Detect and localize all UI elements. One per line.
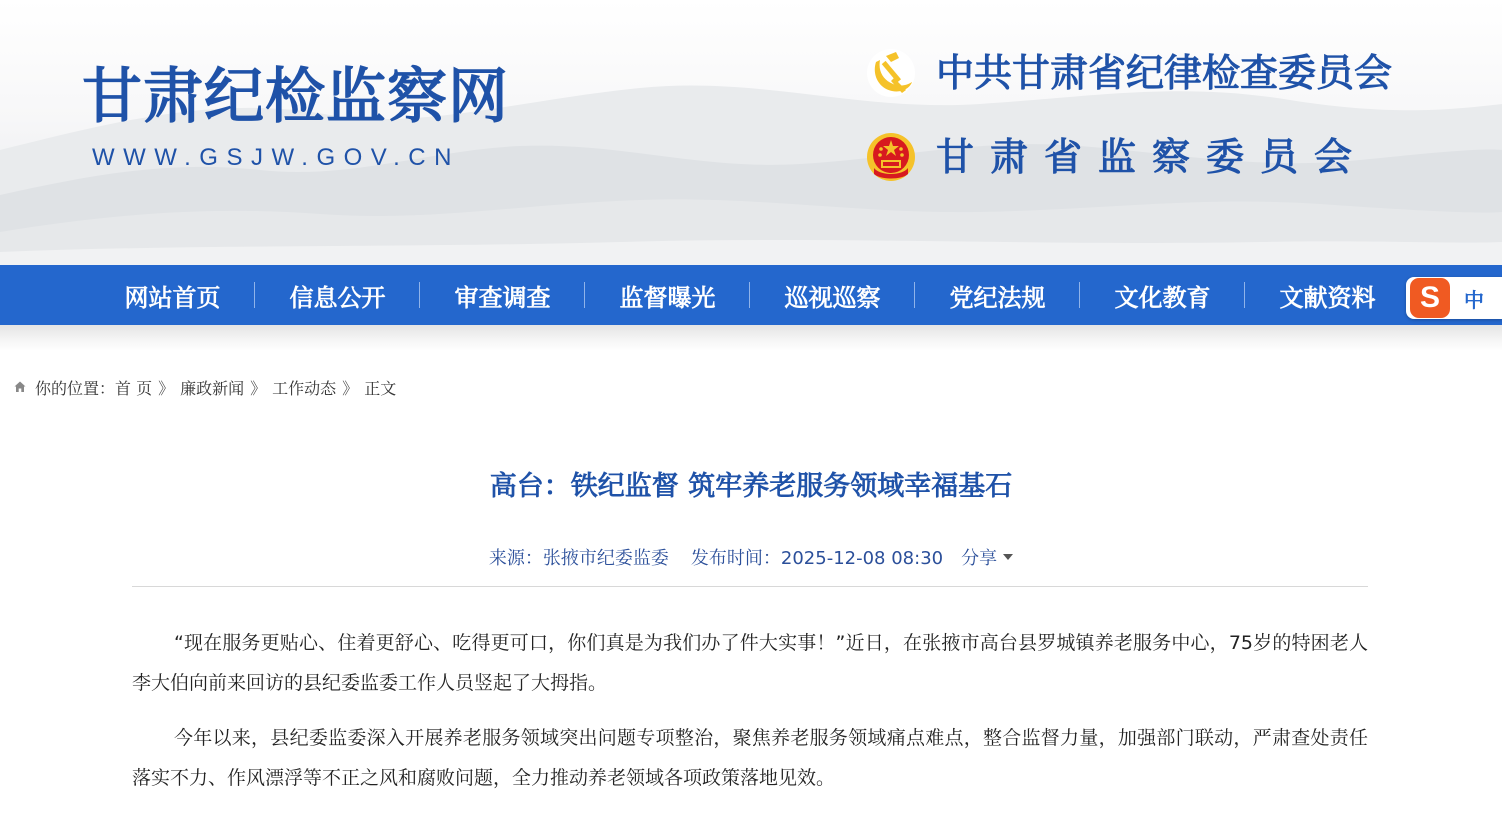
- breadcrumb: [14, 375, 396, 399]
- meta-divider: [132, 586, 1368, 587]
- article-source: 来源：张掖市纪委监委: [488, 548, 669, 569]
- site-url: WWW.GSJW.GOV.CN: [92, 144, 460, 171]
- breadcrumb-separator: 》: [342, 378, 359, 398]
- party-emblem-icon: [866, 48, 916, 98]
- nav-item-party-regulations[interactable]: 党纪法规: [915, 265, 1080, 325]
- caret-down-icon: [1003, 554, 1013, 560]
- ime-chinese-mode-indicator[interactable]: 中: [1464, 287, 1484, 312]
- nav-item-investigation[interactable]: 审查调查: [420, 265, 585, 325]
- input-method-toolbar[interactable]: [1406, 277, 1502, 319]
- sogou-ime-logo-icon[interactable]: S: [1410, 278, 1450, 318]
- org-name-supervision-commission: 甘肃省监察委员会: [936, 135, 1369, 179]
- breadcrumb-current: 正文: [364, 378, 397, 398]
- site-header-banner: [0, 0, 1502, 265]
- breadcrumb-home-link[interactable]: 首 页: [115, 378, 153, 398]
- nav-item-supervision-exposure[interactable]: 监督曝光: [585, 265, 750, 325]
- article-publish-time: 发布时间：2025-12-08 08:30: [690, 548, 944, 569]
- org-name-party-commission: 中共甘肃省纪律检查委员会: [936, 51, 1393, 95]
- nav-shadow-strip: [0, 325, 1502, 351]
- national-emblem-icon: [866, 132, 916, 182]
- breadcrumb-separator: 》: [158, 378, 175, 398]
- article-paragraph: “现在服务更贴心、住着更舒心、吃得更可口，你们真是为我们办了件大实事！”近日，在张掖市高台县罗城镇养老服务中心，75岁的特困老人李大伯向前来回访的县纪委监委工作人员竖起了大拇指。: [132, 632, 1368, 694]
- article-body: [132, 623, 1368, 813]
- article-title: 高台：铁纪监督 筑牢养老服务领域幸福基石: [489, 471, 1013, 502]
- breadcrumb-news-link[interactable]: 廉政新闻: [180, 378, 245, 398]
- org-row-supervision-commission: [866, 132, 1368, 182]
- breadcrumb-separator: 》: [250, 378, 267, 398]
- nav-item-info-disclosure[interactable]: 信息公开: [255, 265, 420, 325]
- nav-list: [90, 265, 1410, 325]
- nav-item-home[interactable]: 网站首页: [90, 265, 255, 325]
- home-icon: [14, 381, 26, 393]
- nav-item-inspection-tour[interactable]: 巡视巡察: [750, 265, 915, 325]
- share-button[interactable]: [961, 544, 1013, 570]
- nav-item-culture-education[interactable]: 文化教育: [1080, 265, 1245, 325]
- site-title[interactable]: 甘肃纪检监察网: [82, 62, 509, 132]
- org-row-party-commission: [866, 48, 1392, 98]
- breadcrumb-label: 你的位置：: [35, 378, 116, 398]
- breadcrumb-work-updates-link[interactable]: 工作动态: [272, 378, 337, 398]
- share-label: 分享: [961, 548, 998, 569]
- nav-item-documents[interactable]: 文献资料: [1279, 283, 1376, 312]
- article-meta: [0, 544, 1502, 570]
- article-paragraph: 今年以来，县纪委监委深入开展养老服务领域突出问题专项整治，聚焦养老服务领域痛点难点，整合监督力量，加强部门联动，严肃查处责任落实不力、作风漂浮等不正之风和腐败问题，全力推动养老领域各项政策落地见效。: [132, 727, 1368, 789]
- main-navigation: [0, 265, 1502, 325]
